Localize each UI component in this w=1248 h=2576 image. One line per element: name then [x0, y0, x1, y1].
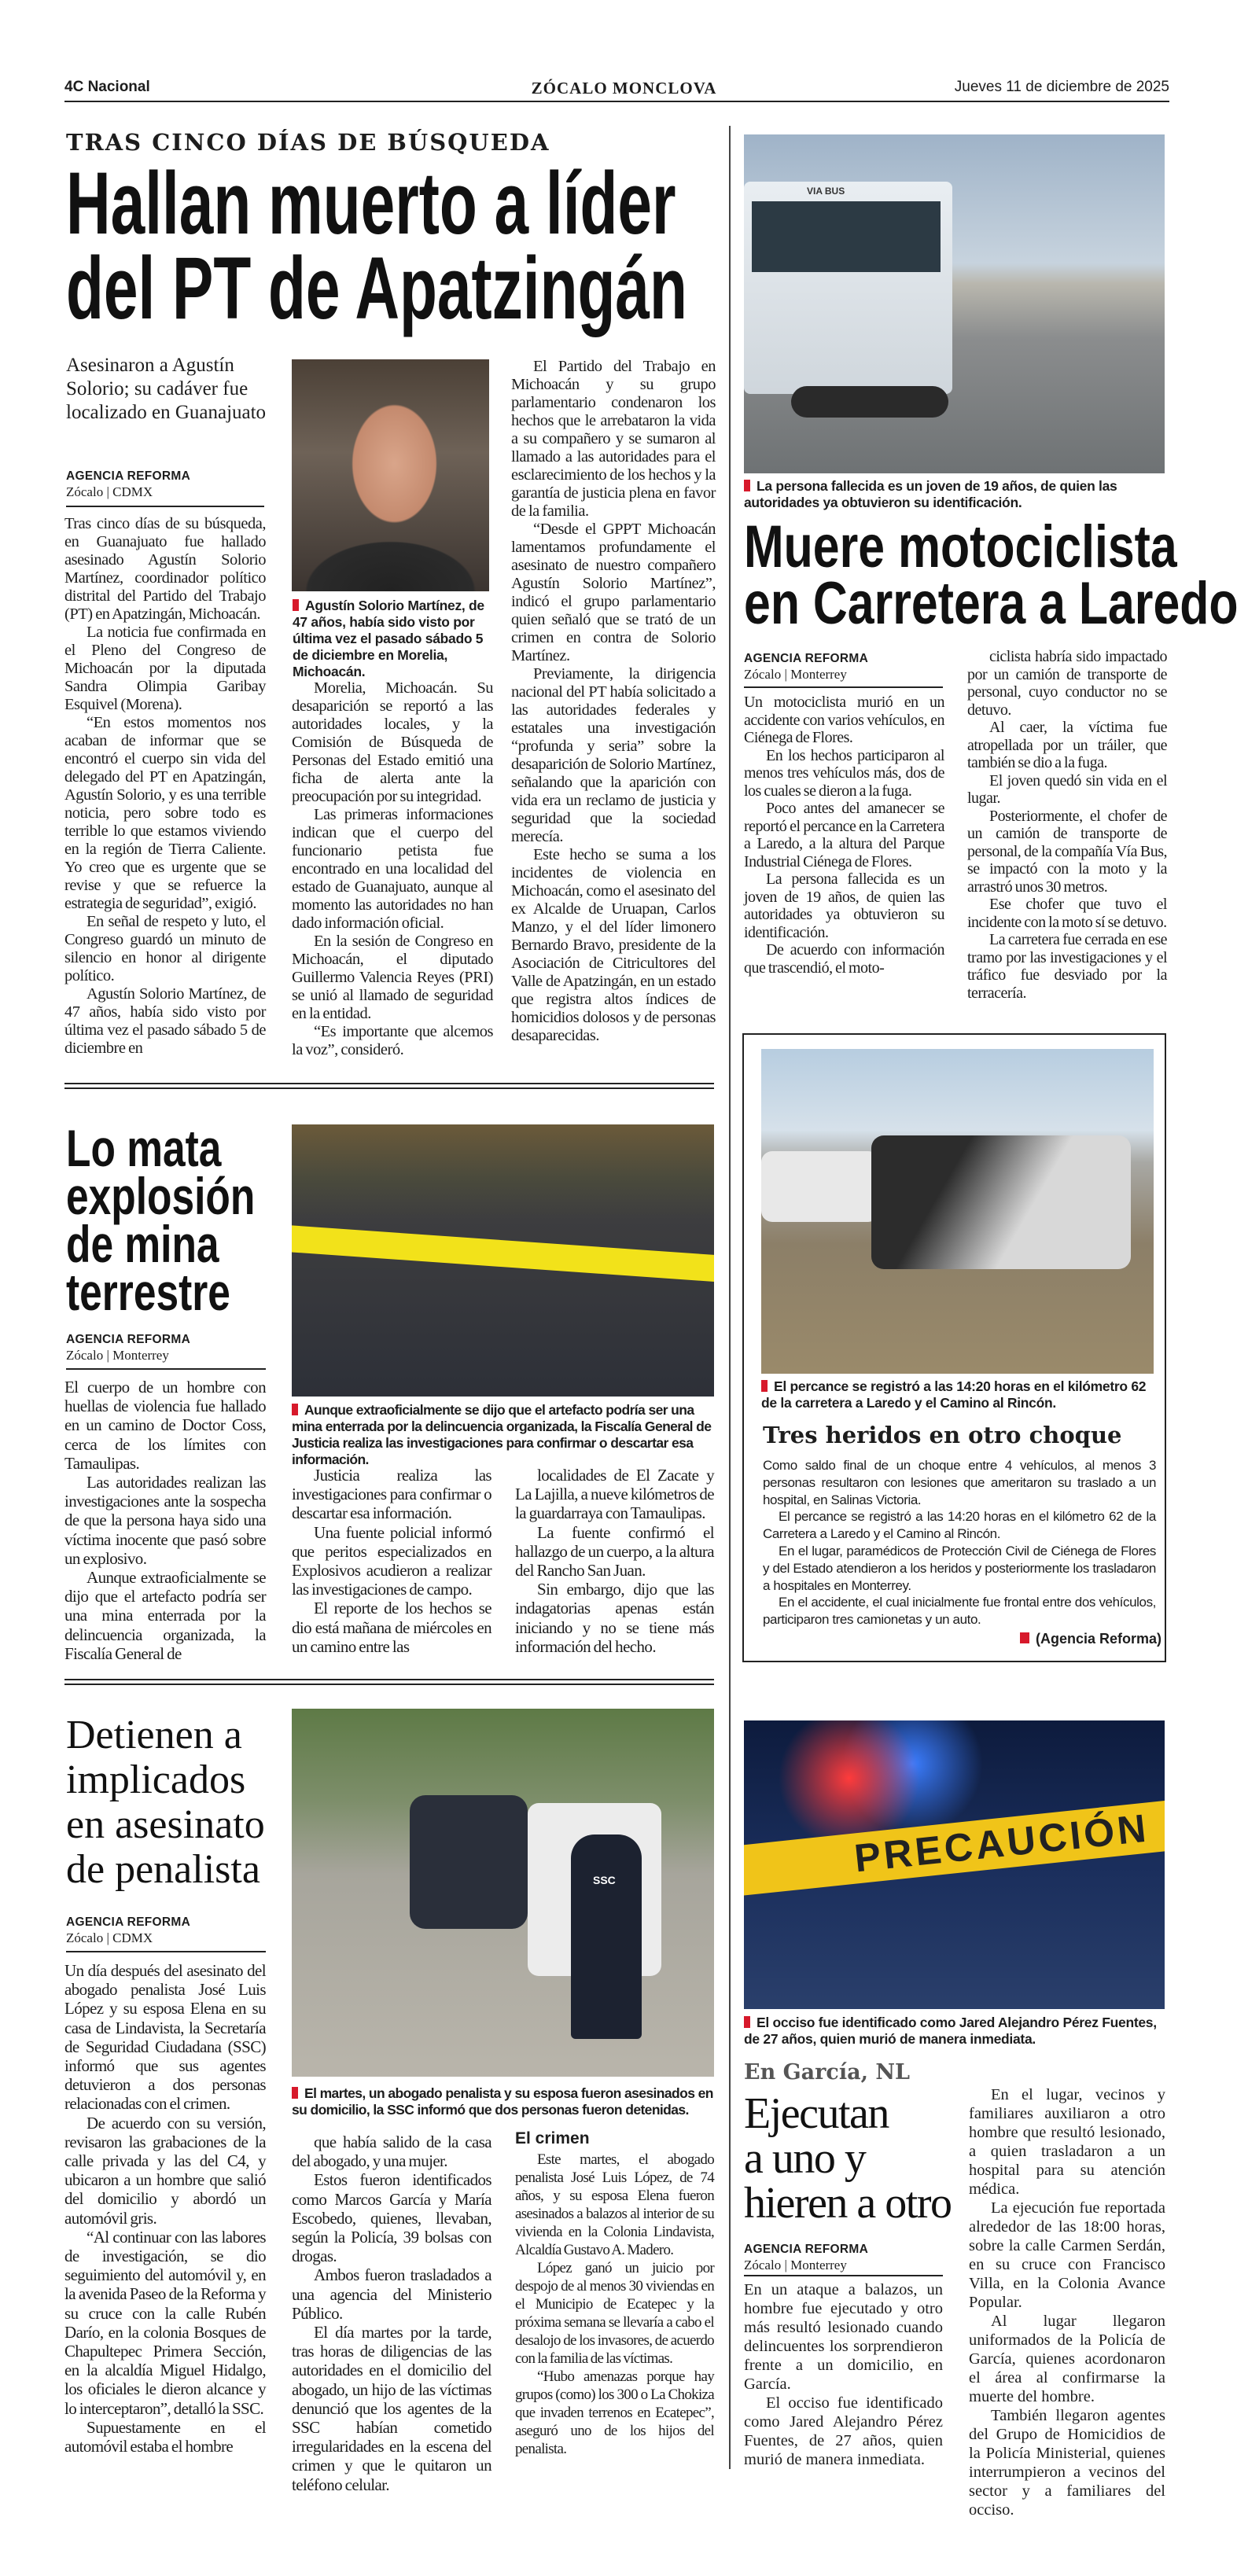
headline-line: del PT de Apatzingán	[66, 239, 687, 337]
paragraph: “Desde el GPPT Michoacán lamentamos profundamente el asesinato de nuestro compañero Agustín Solorio Martínez”, indicó el grupo parlamentario quien señaló que se trató de un crimen en contra de Solorio Martínez.	[511, 521, 716, 664]
paragraph: Como saldo final de un choque entre 4 vehículos, al menos 3 personas resultaron con lesiones que ameritaron su traslado a un hospital, en Salinas Victoria.	[763, 1458, 1156, 1507]
headline-line: Lo mata	[66, 1119, 222, 1177]
paragraph: Supuestamente en el automóvil estaba el hombre	[64, 2417, 266, 2456]
byline-location: Zócalo | Monterrey	[744, 2258, 847, 2272]
paragraph: Previamente, la dirigencia nacional del PT había solicitado a las autoridades federales y estatales una investigación “profunda y seria” sobre la desaparición de Solorio Martínez, señalando que la aparición con vida era un reclamo de justicia y seguridad que la sociedad merecía.	[511, 665, 716, 845]
wrecked-car	[871, 1135, 1131, 1269]
paragraph: El cuerpo de un hombre con huellas de violencia fue hallado en un camino de Doctor Coss, cerca de los límites con Tamaulipas.	[64, 1378, 266, 1473]
article-kicker: TRAS CINCO DÍAS DE BÚSQUEDA	[66, 129, 550, 156]
headline-line: de mina	[66, 1215, 219, 1273]
headline-line: explosión	[66, 1167, 256, 1225]
article-column	[64, 1961, 266, 2456]
photo-agustin-solorio	[292, 359, 489, 591]
sidebar-title: Tres heridos en otro choque	[763, 1422, 1122, 1448]
paragraph: López ganó un juicio por despojo de al menos 30 viviendas en el Municipio de Ecatepec y la próxima semana se llevaría a cabo el desalojo de los invasores, de acuerdo con la familia de las víctimas.	[515, 2260, 714, 2367]
article-column	[744, 2280, 943, 2469]
byline-rule	[744, 686, 943, 688]
paragraph: Justicia realiza las investigaciones para confirmar o descartar esa información.	[292, 1466, 491, 1523]
car-shape	[761, 1151, 879, 1222]
article-column	[292, 2133, 491, 2494]
agency-byline: AGENCIA REFORMA	[744, 652, 869, 665]
caption-marker-icon	[744, 480, 750, 491]
photo-police-tape-night	[744, 1720, 1165, 2009]
article-deck: Asesinaron a Agustín Solorio; su cadáver fue localizado en Guanajuato	[66, 355, 267, 423]
section-rule	[64, 1083, 714, 1084]
caption-marker-icon	[293, 599, 299, 611]
article-column	[292, 1466, 491, 1656]
paragraph: El joven quedó sin vida en el lugar.	[967, 771, 1167, 807]
paragraph: Este hecho se suma a los incidentes de violencia en Michoacán, como el asesinato del ex Alcalde de Uruapan, Carlos Manzo, y el del líder limonero Bernardo Bravo, presidente de la Asociación de Citricultores del Valle de Apatzingán, en un estado que registra altos índices de homicidios dolosos y de personas desaparecidas.	[511, 846, 716, 1044]
paragraph: que había salido de la casa del abogado, y una mujer.	[292, 2133, 491, 2171]
paragraph: También llegaron agentes del Grupo de Homicidios de la Policía Ministerial, quienes interrumpieron a vecinos del sector y a familiares del occiso.	[969, 2407, 1165, 2519]
article-column	[515, 2151, 714, 2458]
byline-rule	[66, 506, 264, 507]
motorcycle-debris	[791, 386, 948, 418]
article-column	[967, 648, 1167, 1002]
article-column	[64, 515, 266, 1058]
caption-marker-icon	[761, 1380, 768, 1392]
article-column	[744, 694, 944, 977]
agency-byline: AGENCIA REFORMA	[744, 2243, 869, 2256]
sidebar-credit	[1020, 1631, 1161, 1647]
article-kicker: En García, NL	[744, 2060, 911, 2085]
article-column	[511, 358, 716, 1045]
paragraph: ciclista habría sido impactado por un camión de transporte de personal, cuyo conductor no se detuvo.	[967, 648, 1167, 719]
sidebar-text	[763, 1457, 1156, 1628]
credit-marker-icon	[1020, 1632, 1029, 1643]
paragraph: Las autoridades realizan las investigaciones ante la sospecha de que la persona haya sido una víctima inocente que pasó sobre un explosivo.	[64, 1473, 266, 1568]
paragraph: En el lugar, vecinos y familiares auxiliaron a otro hombre que resultó lesionado, a quien trasladaron a un hospital para su atención médica.	[969, 2086, 1165, 2198]
byline-location: Zócalo | CDMX	[66, 484, 153, 499]
article-headline	[66, 1119, 308, 1321]
paragraph: Ambos fueron trasladados a una agencia del Ministerio Público.	[292, 2265, 491, 2323]
headline-line: terrestre	[66, 1263, 230, 1321]
credit-text: (Agencia Reforma)	[1035, 1631, 1161, 1647]
paragraph: El día martes por la tarde, tras horas de diligencias de las autoridades en el domicilio del abogado, un hijo de las víctimas denunció que los agentes de la SSC habían cometido irregularidades en la escena del crimen y que le quitaron un teléfono celular.	[292, 2323, 491, 2494]
paragraph: Agustín Solorio Martínez, de 47 años, había sido visto por última vez el pasado sábado 5 de diciembre en	[64, 985, 266, 1057]
caption-text: El occiso fue identificado como Jared Alejandro Pérez Fuentes, de 27 años, quien murió de manera inmediata.	[744, 2015, 1157, 2047]
headline-line: en Carretera a Laredo	[744, 570, 1239, 637]
paragraph: Un motociclista murió en un accidente con varios vehículos, en Ciénega de Flores.	[744, 694, 944, 746]
paragraph: De acuerdo con su versión, revisaron las grabaciones de la calle privada y las del C4, y ubicaron a un hombre que salió del domicilio y abordó un automóvil gris.	[64, 2113, 266, 2228]
caption-text: Agustín Solorio Martínez, de 47 años, había sido visto por última vez el pasado sábado 5 de diciembre en Morelia, Michoacán.	[293, 598, 484, 679]
paragraph: La fuente confirmó el hallazgo de un cuerpo, a la altura del Rancho San Juan.	[515, 1522, 714, 1581]
photo-caption	[293, 598, 494, 680]
column-divider	[729, 126, 731, 2469]
issue-date: Jueves 11 de diciembre de 2025	[954, 79, 1169, 95]
photo-caption	[292, 2085, 716, 2118]
paragraph: La persona fallecida es un joven de 19 años, de quien las autoridades ya obtuvieron su identificación.	[744, 870, 944, 941]
header-rule	[64, 101, 1169, 102]
newspaper-name: ZÓCALO MONCLOVA	[531, 79, 717, 98]
officers-group	[410, 1795, 528, 1929]
paragraph: En el lugar, paramédicos de Protección Civil de Ciénega de Flores y del Estado atendieron a los heridos y posteriormente los trasladaron a hospitales en Monterrey.	[763, 1543, 1156, 1593]
paragraph: Sin embargo, dijo que las indagatorias apenas están iniciando y no se tiene más información del hecho.	[515, 1580, 714, 1656]
paragraph: localidades de El Zacate y La Lajilla, a nueve kilómetros de la guardarraya con Tamaulipas.	[515, 1466, 714, 1523]
paragraph: Al lugar llegaron uniformados de la Policía de García, quienes acordonaron el área al confirmarse la muerte del hombre.	[969, 2313, 1165, 2405]
headline-line: en asesinato	[66, 1802, 265, 1847]
photo-caption	[292, 1402, 716, 1468]
vest-label: SSC	[593, 1874, 616, 1886]
byline-rule	[66, 1951, 266, 1952]
paragraph: Una fuente policial informó que peritos especializados en Explosivos acudieron a realizar las investigaciones de campo.	[292, 1522, 491, 1599]
paragraph: En la sesión de Congreso en Michoacán, el diputado Guillermo Valencia Reyes (PRI) se unió al llamado de seguridad en la entidad.	[292, 933, 493, 1022]
photo-caption	[744, 478, 1169, 511]
agency-byline: AGENCIA REFORMA	[66, 1915, 191, 1929]
paragraph: Ese chofer que tuvo el incidente con la moto sí se detuvo.	[967, 896, 1167, 931]
caption-text: El percance se registró a las 14:20 horas en el kilómetro 62 de la carretera a Laredo y el Camino al Rincón.	[761, 1378, 1147, 1411]
paragraph: Estos fueron identificados como Marcos García y María Escobedo, quienes, llevaban, según la Policía, 39 bolsas con drogas.	[292, 2170, 491, 2266]
photo-caption	[761, 1378, 1156, 1411]
article-column	[515, 1466, 714, 1656]
article-headline	[66, 1713, 265, 1892]
headline-line: de penalista	[66, 1847, 260, 1892]
paragraph: El reporte de los hechos se dio está mañana de miércoles en un camino entre las	[292, 1599, 491, 1656]
caption-marker-icon	[744, 2016, 750, 2028]
paragraph: Al caer, la víctima fue atropellada por un tráiler, que también se dio a la fuga.	[967, 719, 1167, 771]
paragraph: El percance se registró a las 14:20 horas en el kilómetro 62 de la Carretera a Laredo y el Camino al Rincón.	[763, 1509, 1156, 1542]
headline-line: Detienen a	[66, 1713, 242, 1757]
paragraph: “Hubo amenazas porque hay grupos (como) los 300 o La Chokiza que invaden terrenos en Ecatepec”, aseguró uno de los hijos del penalista.	[515, 2368, 714, 2457]
paragraph: En un ataque a balazos, un hombre fue ejecutado y otro más resultó lesionado cuando delincuentes los sorprendieron frente a un domicilio, en García.	[744, 2281, 943, 2393]
caption-marker-icon	[292, 1404, 298, 1415]
photo-crashed-vehicles	[761, 1049, 1154, 1374]
agency-byline: AGENCIA REFORMA	[66, 1333, 191, 1346]
byline-rule	[744, 2275, 943, 2276]
headline-line: a uno y	[744, 2134, 866, 2183]
caption-text: Aunque extraoficialmente se dijo que el artefacto podría ser una mina enterrada por la delincuencia organizada, la Fiscalía General de Justicia realiza las investigaciones para confirmar o descartar esa información.	[292, 1402, 712, 1467]
paragraph: En el accidente, el cual inicialmente fue frontal entre dos vehículos, participaron tres camionetas y un auto.	[763, 1595, 1156, 1628]
paragraph: Poco antes del amanecer se reportó el percance en la Carretera a Laredo, a la altura del Parque Industrial Ciénega de Flores.	[744, 800, 944, 870]
byline-location: Zócalo | CDMX	[66, 1930, 153, 1945]
section-rule	[64, 1684, 714, 1685]
caption-text: La persona fallecida es un joven de 19 años, de quien las autoridades ya obtuvieron su identificación.	[744, 478, 1117, 510]
photo-police-scene	[292, 1709, 714, 2077]
paragraph: La ejecución fue reportada alrededor de las 18:00 horas, sobre la calle Carmen Serdán, en su cruce con Francisco Villa, en la Colonia Avance Popular.	[969, 2199, 1165, 2311]
byline-location: Zócalo | Monterrey	[66, 1348, 169, 1363]
article-column	[969, 2085, 1165, 2519]
section-rule	[64, 1679, 714, 1680]
headline-line: Hallan muerto a líder	[66, 154, 676, 252]
paragraph: “Al continuar con las labores de investigación, se dio seguimiento del automóvil y, en la avenida Paseo de la Reforma y su cruce con la calle Rubén Darío, en la colonia Bosques de Chapultepec Primera Sección, en la alcaldía Miguel Hidalgo, los oficiales le dieron alcance y lo interceptaron”, detalló la SSC.	[64, 2227, 266, 2418]
caution-tape: PRECAUCIÓN	[744, 1800, 1165, 1896]
byline-location: Zócalo | Monterrey	[744, 667, 847, 682]
paragraph: Tras cinco días de su búsqueda, en Guanajuato fue hallado asesinado Agustín Solorio Martínez, coordinador político distrital del Partido del Trabajo (PT) en Apatzingán, Michoacán.	[64, 515, 266, 623]
photo-bus-accident	[744, 134, 1165, 473]
subheading: El crimen	[515, 2129, 590, 2147]
bus-windshield	[752, 201, 941, 272]
photo-police-tape-road	[292, 1124, 714, 1397]
agency-byline: AGENCIA REFORMA	[66, 469, 191, 483]
section-rule	[64, 1087, 714, 1089]
article-column	[292, 679, 493, 1059]
article-column	[64, 1378, 266, 1663]
byline-rule	[66, 1368, 266, 1370]
paragraph: “Es importante que alcemos la voz”, consideró.	[292, 1023, 493, 1058]
paragraph: La noticia fue confirmada en el Pleno del Congreso de Michoacán por la diputada Sandra Olimpia Garibay Esquivel (Morena).	[64, 624, 266, 713]
paragraph: El Partido del Trabajo en Michoacán y su grupo parlamentario condenaron los hechos que le arrebataron la vida a su compañero y se sumaron al llamado a las autoridades para el esclarecimiento de los hechos y la garantía de justicia plena en favor de la familia.	[511, 358, 716, 520]
paragraph: “En estos momentos nos acaban de informar que se encontró el cuerpo sin vida del delegado del PT en Apatzingán, Agustín Solorio, y es una terrible noticia, pero sobre todo es terrible lo que estamos viviendo en la región de Tierra Caliente. Yo creo que es urgente que se revise y que se refuerce la estrategia de seguridad”, exigió.	[64, 714, 266, 912]
section-label: 4C Nacional	[64, 79, 150, 95]
headline-line: hieren a otro	[744, 2179, 952, 2228]
paragraph: Aunque extraoficialmente se dijo que el artefacto podría ser una mina enterrada por la delincuencia organizada, la Fiscalía General de	[64, 1568, 266, 1663]
headline-line: Muere motociclista	[744, 513, 1177, 580]
paragraph: El occiso fue identificado como Jared Alejandro Pérez Fuentes, de 27 años, quien murió de manera inmediata.	[744, 2394, 943, 2468]
paragraph: De acuerdo con información que trascendió, el moto-	[744, 941, 944, 977]
caption-text: El martes, un abogado penalista y su esposa fueron asesinados en su domicilio, la SSC informó que dos personas fueron detenidas.	[292, 2085, 713, 2118]
article-headline	[744, 2089, 952, 2228]
article-headline	[744, 513, 1248, 637]
paragraph: Morelia, Michoacán. Su desaparición se reportó a las autoridades locales, y la Comisión de Búsqueda de Personas del Estado emitió una ficha de alerta ante la preocupación por su integridad.	[292, 679, 493, 805]
paragraph: Este martes, el abogado penalista José Luis López, de 74 años, y su esposa Elena fueron asesinados a balazos al interior de su vivienda en la Colonia Lindavista, Alcaldía Gustavo A. Madero.	[515, 2151, 714, 2258]
paragraph: Posteriormente, el chofer de un camión de transporte de personal, de la compañía Vía Bus, se impactó con la moto y la arrastró unos 30 metros.	[967, 807, 1167, 896]
paragraph: En señal de respeto y luto, el Congreso guardó un minuto de silencio en honor al dirigente político.	[64, 913, 266, 984]
police-officer	[571, 1834, 642, 2039]
photo-caption	[744, 2015, 1169, 2048]
headline-line: Ejecutan	[744, 2089, 889, 2138]
paragraph: En los hechos participaron al menos tres vehículos más, dos de los cuales se dieron a la fuga.	[744, 746, 944, 800]
paragraph: Las primeras informaciones indican que el cuerpo del funcionario petista fue encontrado en una localidad del estado de Guanajuato, aunque al momento las autoridades no han dado información oficial.	[292, 806, 493, 932]
caption-marker-icon	[292, 2087, 298, 2099]
bus-shape	[744, 182, 952, 394]
bus-label: VIA BUS	[807, 186, 845, 197]
paragraph: Un día después del asesinato del abogado penalista José Luis López y su esposa Elena en su casa de Lindavista, la Secretaría de Seguridad Ciudadana (SSC) informó que sus agentes detuvieron a dos personas relacionadas con el crimen.	[64, 1961, 266, 2114]
paragraph: La carretera fue cerrada en ese tramo por las investigaciones y el tráfico fue desviado por la terracería.	[967, 931, 1167, 1002]
yellow-tape	[292, 1224, 714, 1284]
headline-line: implicados	[66, 1757, 246, 1802]
